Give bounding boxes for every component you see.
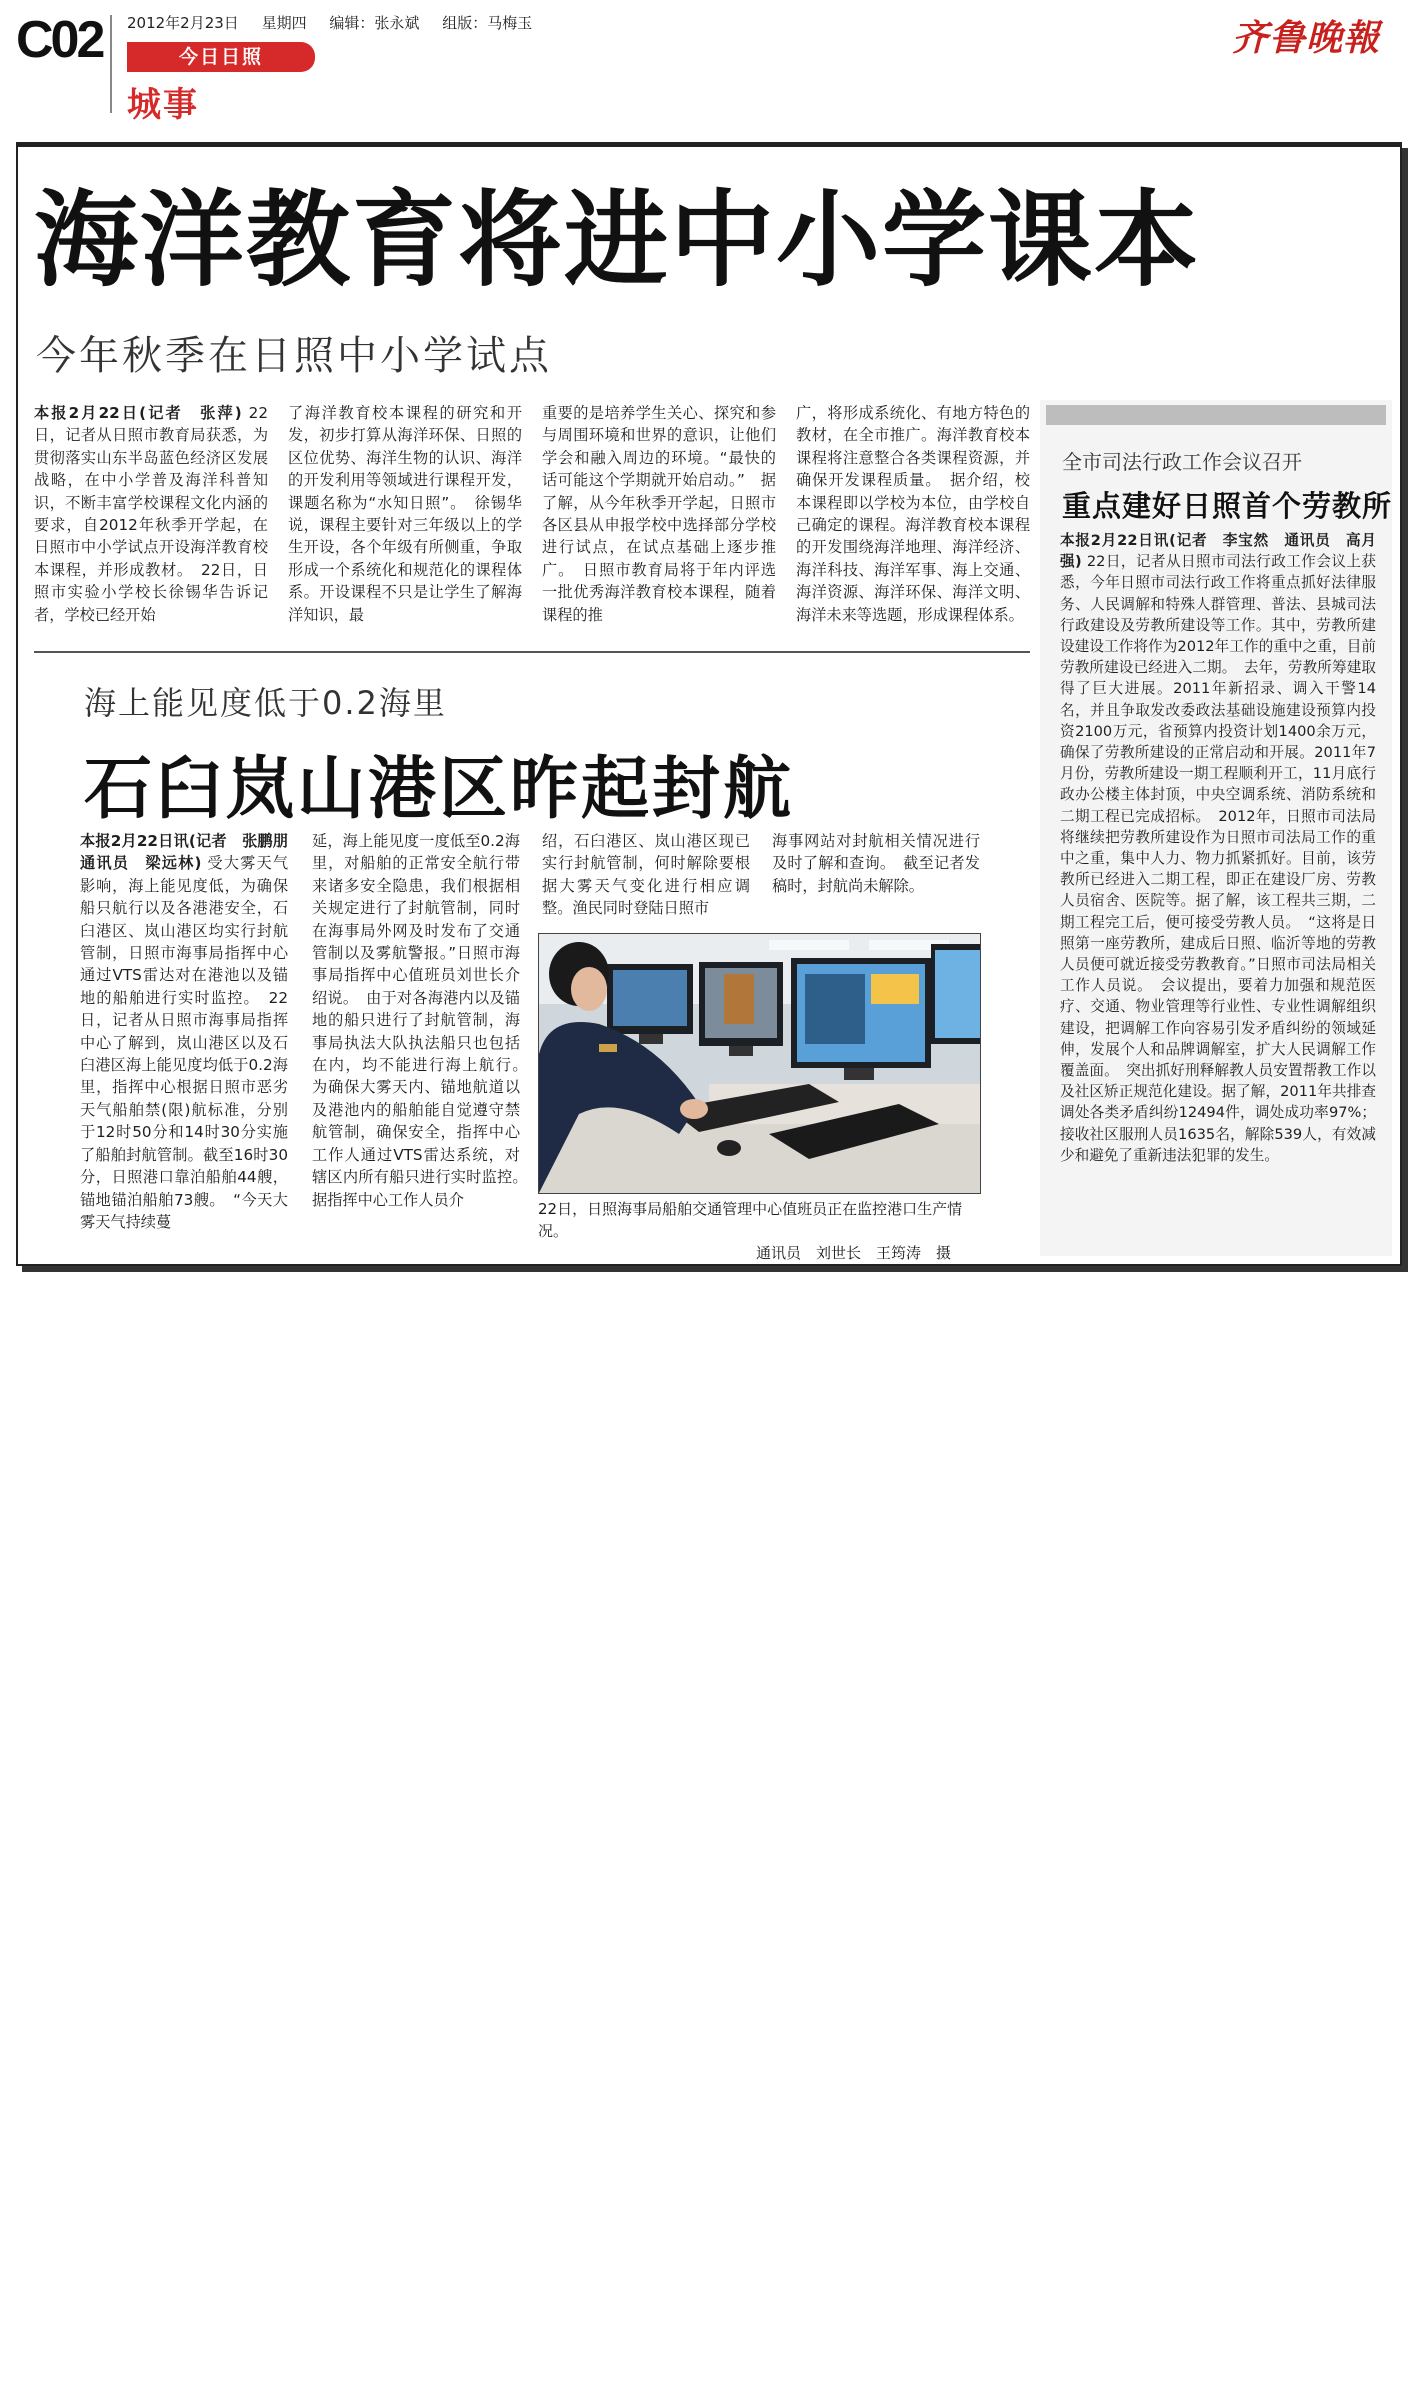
header-meta xyxy=(127,12,550,33)
photo-caption xyxy=(538,1198,979,1264)
story-divider xyxy=(34,651,1030,653)
story1-column-3 xyxy=(542,402,776,638)
sidebar-top-bar xyxy=(1046,405,1386,425)
story2-column-2 xyxy=(312,830,536,1248)
sidebar-headline: 重点建好日照首个劳教所 xyxy=(1062,489,1393,523)
story1-subhead: 今年秋季在日照中小学试点 xyxy=(36,333,552,379)
story2-text-4: 海事网站对封航相关情况进行及时了解和查询。 截至记者发稿时，封航尚未解除。 xyxy=(772,832,980,895)
frame-shadow-right xyxy=(1402,148,1408,1272)
story2-text-2: 延，海上能见度一度低至0.2海里，对船舶的正常安全航行带来诸多安全隐患，我们根据相关规定进行了封航管制，同时在海事局外网及时发布了交通管制以及雾航警报。”日照市海事局指挥中心值班员刘世长介绍说。 由于对各海港内以及锚地的船只进行了封航管制，海事局执法大队执法船只也包括在内，均不能进行海上航行。 为确保大雾天内、锚地航道以及港池内的船舶能自觉遵守禁航管制，确保安全，指挥中心工作人通过VTS雷达系统，对辖区内所有船只进行实时监控。 据指挥中心工作人员介 xyxy=(312,832,536,1209)
sidebar-kicker: 全市司法行政工作会议召开 xyxy=(1062,450,1302,474)
issue-weekday: 星期四 xyxy=(261,14,307,32)
frame-shadow-bottom xyxy=(22,1266,1408,1272)
story2-headline: 石臼岚山港区昨起封航 xyxy=(84,750,795,829)
story2-column-4 xyxy=(772,830,980,922)
story2-kicker: 海上能见度低于0.2海里 xyxy=(84,684,447,722)
story1-column-4 xyxy=(796,402,1030,638)
section-name: 城事 xyxy=(127,85,199,125)
story1-text-2: 了海洋教育校本课程的研究和开发，初步打算从海洋环保、日照的区位优势、海洋生物的认识、海洋的开发利用等领域进行课程开发，课题名称为“水知日照”。 徐锡华说，课程主要针对三年级以上的学生开设，各个年级有所侧重，争取形成一个系统化和规范化的课程体系。开设课程不只是让学生了解海洋知识，最 xyxy=(288,404,522,624)
story2-byline: 本报2月22日讯(记者 张鹏朋 通讯员 梁远林) xyxy=(80,832,304,873)
section-tab: 今日日照 xyxy=(127,42,315,72)
story1-text-3: 重要的是培养学生关心、探究和参与周围环境和世界的意识，让他们学会和融入周边的环境。“最快的话可能这个学期就开始启动。” 据了解，从今年秋季开学起，日照市各区县从申报学校中选择部分学校进行试点，在试点基础上逐步推广。 日照市教育局将于年内评选一批优秀海洋教育校本课程，随着课程的推 xyxy=(542,404,776,624)
page-code: C02 xyxy=(16,11,103,69)
issue-date: 2012年2月23日 xyxy=(127,14,239,32)
layout-credit: 组版：马梅玉 xyxy=(442,14,533,32)
sidebar-body xyxy=(1060,530,1376,1246)
story2-column-1 xyxy=(80,830,304,1248)
sidebar-byline: 本报2月22日讯(记者 李宝然 通讯员 高月强) xyxy=(1060,532,1376,571)
story2-text-1: 受大雾天气影响，海上能见度低，为确保船只航行以及各港港安全，石臼港区、岚山港区均实行封航管制，日照市海事局指挥中心通过VTS雷达对在港池以及锚地的船舶进行实时监控。 22日，记者从日照市海事局指挥中心了解到，岚山港区以及石臼港区海上能见度均低于0.2海里，指挥中心根据日照市恶劣天气船舶禁(限)航标准，分别于12时50分和14时30分实施了船舶封航管制。截至16时30分，日照港口靠泊船舶44艘，锚地锚泊船舶73艘。 “今天大雾天气持续蔓 xyxy=(80,854,288,1231)
sidebar-text: 22日，记者从日照市司法行政工作会议上获悉，今年日照市司法行政工作将重点抓好法律服务、人民调解和特殊人群管理、普法、县城司法行政建设及劳教所建设等工作。其中，劳教所建设建设工作将作为2012年工作的重中之重，目前劳教所建设已经进入二期。 去年，劳教所筹建取得了巨大进展。2011年新招录、调入干警14名，并且争取发改委政法基础设施建设预算内投资2100万元，省预算内投资计划1400余万元，确保了劳教所建设的正常启动和开展。2011年7月份，劳教所建设一期工程顺利开工，11月底行政办公楼主体封顶，中央空调系统、消防系统和二期工程已完成招标。 2012年，日照市司法局将继续把劳教所建设作为日照市司法局工作的重中之重，集中人力、物力抓紧抓好。目前，该劳教所已经进入二期工程，即正在建设厂房、劳教人员宿舍、医院等。据了解，该工程共三期，二期工程完工后，便可接受劳教人员。 “这将是日照第一座劳教所，建成后日照、临沂等地的劳教人员便可就近接受劳教教育。”日照市司法局相关工作人员说。 会议提出，要着力加强和规范医疗、交通、物业管理等行业性、专业性调解组织建设，把调解工作向容易引发矛盾纠纷的领域延伸，发展个人和品牌调解室，扩大人民调解工作覆盖面。 突出抓好刑释解教人员安置帮教工作以及社区矫正规范化建设。据了解，2011年共排查调处各类矛盾纠纷12494件，调处成功率97%；接收社区服刑人员1635名，解除539人，有效减少和避免了重新违法犯罪的发生。 xyxy=(1060,553,1377,1164)
photo-illustration xyxy=(539,934,980,1193)
story1-column-1 xyxy=(34,402,268,638)
story1-text-1: 22日，记者从日照市教育局获悉，为贯彻落实山东半岛蓝色经济区发展战略，在中小学普及海洋科普知识，不断丰富学校课程文化内涵的要求，自2012年秋季开学起，在日照市中小学试点开设海洋教育校本课程，并形成教材。 22日，日照市实验小学校长徐锡华告诉记者，学校已经开始 xyxy=(34,404,268,624)
caption-text: 22日，日照海事局船舶交通管理中心值班员正在监控港口生产情况。 xyxy=(538,1200,963,1240)
header-divider xyxy=(110,15,112,113)
photo-credit: 通讯员 刘世长 王筠涛 摄 xyxy=(755,1244,951,1262)
story1-column-2 xyxy=(288,402,522,638)
story2-text-3: 绍，石臼港区、岚山港区现已实行封航管制，何时解除要根据大雾天气变化进行相应调整。渔民同时登陆日照市 xyxy=(542,832,750,918)
story2-column-3 xyxy=(542,830,750,922)
story1-byline: 本报2月22日(记者 张萍) xyxy=(34,404,242,422)
story1-text-4: 广，将形成系统化、有地方特色的教材，在全市推广。海洋教育校本课程将注意整合各类课程资源，并确保开发课程质量。 据介绍，校本课程即以学校为本位，由学校自己确定的课程。海洋教育校本课程的开发围绕海洋地理、海洋经济、海洋科技、海洋军事、海上交通、海洋资源、海洋环保、海洋文明、海洋未来等选题，形成课程体系。 xyxy=(796,404,1030,624)
story1-headline: 海洋教育将进中小学课本 xyxy=(34,179,1201,301)
newspaper-masthead: 齐鲁晚報 xyxy=(1232,17,1381,59)
news-photo xyxy=(538,933,981,1194)
editor-credit: 编辑：张永斌 xyxy=(329,14,420,32)
